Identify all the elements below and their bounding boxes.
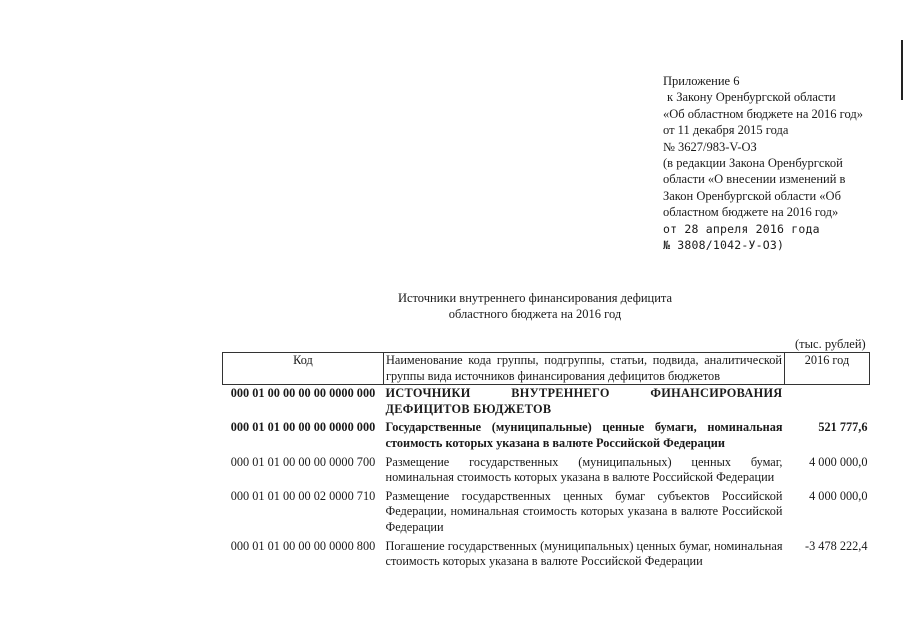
amendment-number-stamp: № 3808/1042-У-ОЗ): [663, 238, 785, 253]
appendix-line: от 11 декабря 2015 года: [663, 123, 789, 138]
units-label: (тыс. рублей): [795, 337, 866, 351]
appendix-line: № 3627/983-V-ОЗ: [663, 139, 757, 154]
row-code: 000 01 01 00 00 00 0000 700: [230, 454, 376, 469]
table-row: [223, 454, 870, 488]
appendix-header: [663, 73, 883, 253]
row-name: Размещение государственных (муниципальных) ценных бумаг, номинальная стоимость которых указана в валюте Российской Федерации: [385, 454, 783, 485]
appendix-line: к Закону Оренбургской области: [667, 90, 836, 105]
row-name: Погашение государственных (муниципальных) ценных бумаг, номинальная стоимость которых указана в валюте Российской Федерации: [385, 538, 783, 569]
row-amount: [785, 385, 870, 420]
table-row: [223, 538, 870, 572]
document-title: [330, 290, 740, 322]
row-amount: 4 000 000,0: [809, 454, 868, 469]
row-amount: -3 478 222,4: [804, 538, 868, 553]
row-code: 000 01 01 00 00 02 0000 710: [230, 488, 376, 503]
row-code: 000 01 01 00 00 00 0000 800: [230, 538, 376, 553]
column-header-name: Наименование кода группы, подгруппы, статьи, подвида, аналитической группы вида источников финансирования дефицитов бюджетов: [384, 353, 785, 385]
document-title-line: областного бюджета на 2016 год: [448, 307, 622, 321]
column-header-amount: 2016 год: [785, 353, 870, 385]
row-amount: 521 777,6: [818, 420, 868, 435]
row-name: ИСТОЧНИКИ ВНУТРЕННЕГО ФИНАНСИРОВАНИЯ ДЕФИЦИТОВ БЮДЖЕТОВ: [385, 386, 783, 416]
financing-sources-table: [222, 352, 870, 572]
table-row: [223, 488, 870, 538]
row-amount: 4 000 000,0: [809, 488, 868, 503]
amendment-date-stamp: от 28 апреля 2016 года: [663, 221, 820, 236]
appendix-line: Закон Оренбургской области «Об: [663, 188, 841, 203]
row-code: 000 01 01 00 00 00 0000 000: [230, 420, 376, 435]
scan-edge-line: [901, 40, 903, 100]
table-row: [223, 385, 870, 420]
appendix-line: (в редакции Закона Оренбургской: [663, 156, 843, 171]
table-row: [223, 419, 870, 453]
row-name: Размещение государственных ценных бумаг субъектов Российской Федерации, номинальная стоимость которых указана в валюте Российской Федерации: [385, 488, 783, 534]
table-header-row: [223, 353, 870, 385]
appendix-line: Приложение 6: [663, 74, 740, 88]
column-header-code: Код: [223, 353, 384, 385]
appendix-line: «Об областном бюджете на 2016 год»: [663, 106, 863, 121]
row-name: Государственные (муниципальные) ценные бумаги, номинальная стоимость которых указана в валюте Российской Федерации: [385, 420, 783, 450]
appendix-line: областном бюджете на 2016 год»: [663, 205, 839, 220]
row-code: 000 01 00 00 00 00 0000 000: [230, 386, 376, 401]
appendix-line: области «О внесении изменений в: [663, 172, 846, 187]
document-title-line: Источники внутреннего финансирования дефицита: [397, 291, 673, 305]
